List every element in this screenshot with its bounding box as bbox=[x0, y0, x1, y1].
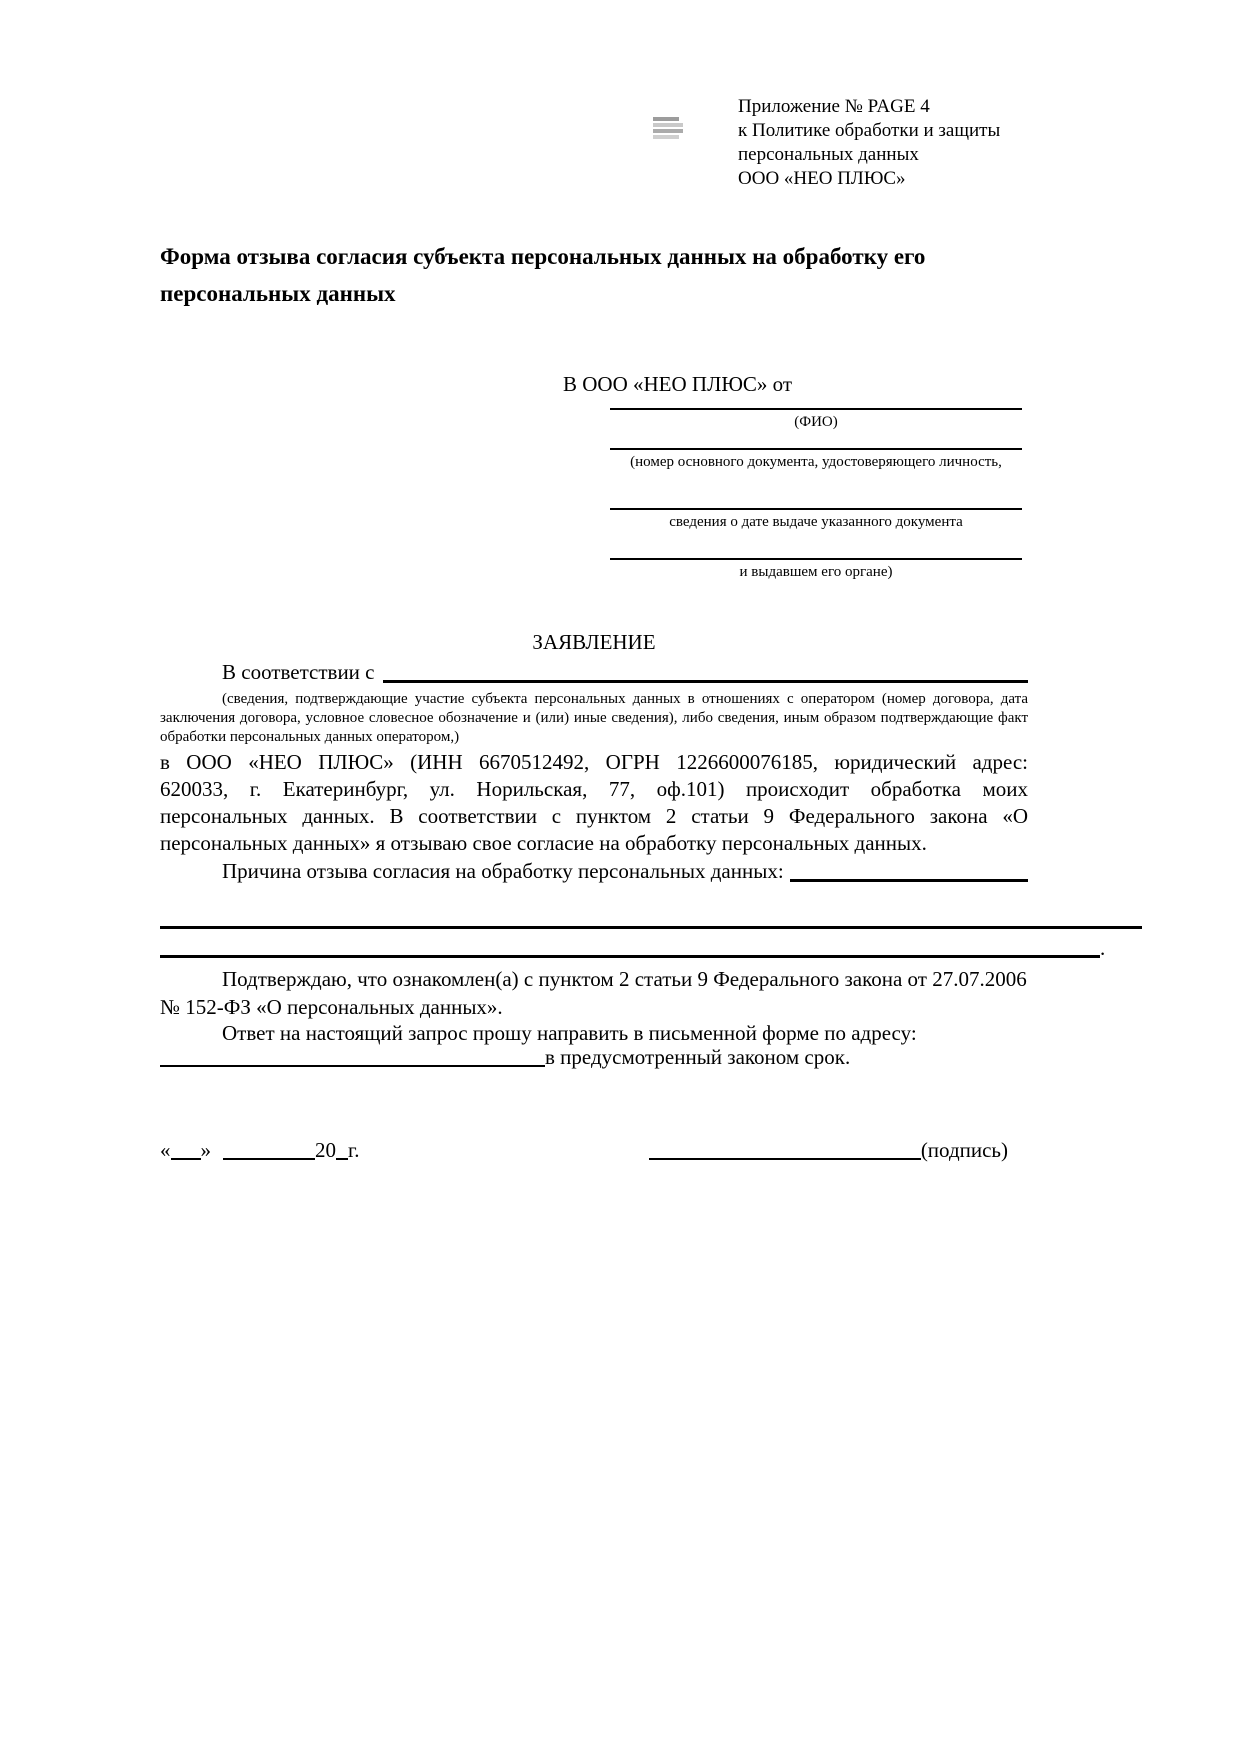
confirmation-paragraph: Подтверждаю, что ознакомлен(а) с пунктом 2 статьи 9 Федерального закона от 27.07.2006 № 152-ФЗ «О персональных данных». bbox=[160, 967, 1027, 1019]
artifact-stripe bbox=[653, 135, 679, 139]
fio-field bbox=[610, 408, 1022, 432]
signature-area bbox=[649, 1136, 1008, 1164]
artifact-stripe bbox=[653, 117, 679, 121]
signature-caption: (подпись) bbox=[920, 1138, 1008, 1162]
artifact-stripe bbox=[653, 123, 683, 127]
intro-prefix: В соответствии с bbox=[222, 660, 375, 684]
body-line: в ООО «НЕО ПЛЮС» (ИНН 6670512492, ОГРН 1226600076185, юридический адрес: bbox=[160, 750, 1028, 774]
header-line-appendix-number: Приложение № PAGE 4 bbox=[738, 96, 930, 117]
header-line-personal-data: персональных данных bbox=[738, 144, 919, 165]
embedded-image-artifact bbox=[653, 117, 683, 141]
document-number-blank-line bbox=[610, 448, 1022, 450]
footnote-line: заключения договора, условное словесное обозначение и (или) иные сведения), либо сведения, иным образом подтверждающие факт bbox=[160, 710, 1028, 726]
signature-blank-line bbox=[649, 1140, 921, 1160]
document-number-field bbox=[610, 448, 1022, 472]
year-prefix: 20 bbox=[315, 1138, 336, 1162]
footnote-line: (сведения, подтверждающие участие субъекта персональных данных в отношениях с оператором (номер договора, дата bbox=[222, 691, 1028, 707]
issue-date-blank-line bbox=[610, 508, 1022, 510]
reason-blank-line bbox=[790, 879, 1028, 882]
addressee-to-line: В ООО «НЕО ПЛЮС» от bbox=[563, 372, 793, 396]
fio-blank-line bbox=[610, 408, 1022, 410]
response-request-line: Ответ на настоящий запрос прошу направить в письменной форме по адресу: bbox=[222, 1021, 917, 1045]
reason-blank-line-2-rule bbox=[160, 935, 1100, 958]
footnote-line: обработки персональных данных оператором,) bbox=[160, 729, 460, 745]
addressee-fields bbox=[610, 408, 1022, 582]
header-line-company: ООО «НЕО ПЛЮС» bbox=[738, 168, 906, 189]
day-blank-line bbox=[171, 1140, 201, 1160]
issue-date-caption: сведения о дате выдаче указанного документа bbox=[669, 514, 963, 530]
issuer-caption: и выдавшем его органе) bbox=[739, 564, 893, 580]
artifact-stripe bbox=[653, 129, 683, 133]
fio-caption: (ФИО) bbox=[794, 414, 838, 430]
body-line: 620033, г. Екатеринбург, ул. Норильская, 77, оф.101) происходит обработка моих bbox=[160, 777, 1028, 801]
blank-line-terminator: . bbox=[1100, 936, 1106, 960]
intro-blank-line bbox=[383, 680, 1029, 683]
day-quote-open: « bbox=[160, 1138, 171, 1162]
reason-line bbox=[160, 858, 1028, 885]
issuer-field bbox=[610, 558, 1022, 582]
reason-label: Причина отзыва согласия на обработку персональных данных: bbox=[222, 859, 784, 883]
reason-blank-line-1 bbox=[160, 926, 1142, 929]
year-suffix: г. bbox=[348, 1138, 360, 1162]
address-blank-line bbox=[160, 1047, 545, 1067]
issue-date-field bbox=[610, 508, 1022, 532]
month-blank-line bbox=[223, 1140, 315, 1160]
year-blank-line bbox=[336, 1140, 348, 1160]
signoff-row bbox=[160, 1136, 1028, 1164]
response-deadline-text: в предусмотренный законом срок. bbox=[545, 1045, 851, 1069]
appendix-header-block bbox=[738, 95, 1038, 191]
response-address-line bbox=[160, 1044, 1028, 1071]
footnote-block bbox=[160, 690, 1028, 747]
body-paragraph bbox=[160, 749, 1028, 857]
form-title: Форма отзыва согласия субъекта персональных данных на обработку его персональных данных bbox=[160, 244, 926, 306]
header-line-policy: к Политике обработки и защиты bbox=[738, 120, 1001, 141]
body-line: персональных данных» я отзываю свое согласие на обработку персональных данных. bbox=[160, 831, 927, 855]
date-line bbox=[160, 1136, 360, 1164]
statement-heading: ЗАЯВЛЕНИЕ bbox=[532, 630, 656, 654]
body-line: персональных данных. В соответствии с пунктом 2 статьи 9 Федерального закона «О bbox=[160, 804, 1028, 828]
day-quote-close: » bbox=[200, 1138, 211, 1162]
intro-line bbox=[160, 659, 1028, 686]
document-number-caption: (номер основного документа, удостоверяющего личность, bbox=[630, 454, 1002, 470]
reason-blank-line-2 bbox=[160, 932, 1106, 962]
issuer-blank-line bbox=[610, 558, 1022, 560]
addressee-block bbox=[563, 370, 1028, 582]
